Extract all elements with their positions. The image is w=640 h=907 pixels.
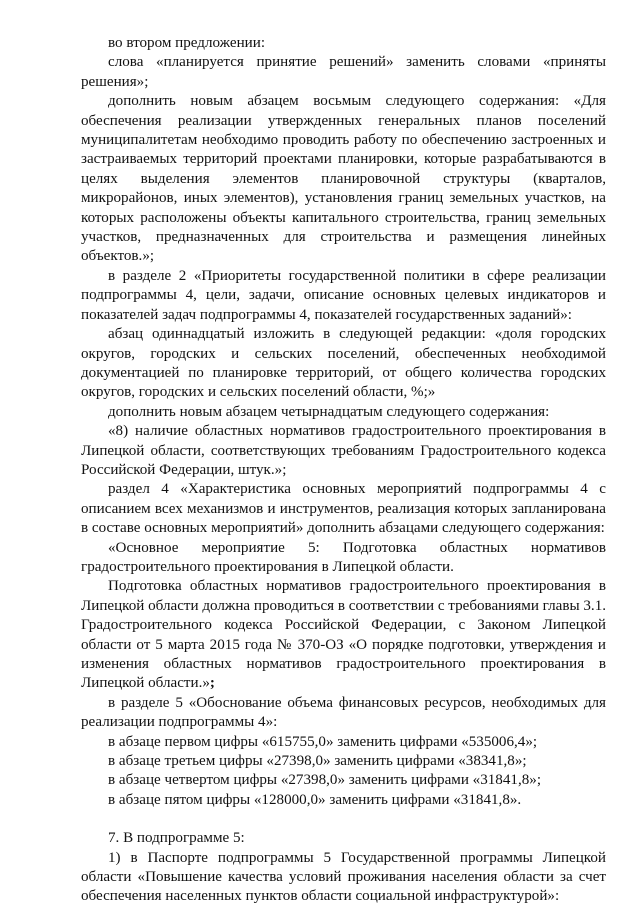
paragraph: в разделе 2 «Приоритеты государственной политики в сфере реализации подпрограммы 4, цели, задачи, описание основных целевых индикаторов и показателей задач подпрограммы 4, показателей государственных заданий»:: [81, 267, 606, 323]
paragraph: дополнить новым абзацем восьмым следующего содержания: «Для обеспечения реализации утвержденных генеральных планов поселений муниципалитетам необходимо проводить работу по обеспечению застроенных и застраиваемых территорий проектами планировки, которые разрабатываются в целях выделения элементов планировочной структуры (кварталов, микрорайонов, иных элементов), установления границ земельных участков, на которых расположены объекты капитального строительства, границ земельных участков, предназначенных для строительства и размещения линейных объектов.»;: [81, 93, 606, 265]
paragraph: дополнить новым абзацем четырнадцатым следующего содержания:: [108, 403, 550, 420]
paragraph: в абзаце третьем цифры «27398,0» заменить цифрами «38341,8»;: [108, 753, 527, 770]
paragraph: в абзаце первом цифры «615755,0» заменить цифрами «535006,4»;: [108, 733, 538, 750]
paragraph-text: Подготовка областных нормативов градостроительного проектирования в Липецкой области должна проводиться в соответствии с требованиями главы 3.1. Градостроительного кодекса Российской Федерации, с Законом Липецкой области от 5 марта 2015 года № 370-ОЗ «О порядке подготовки, утверждения и изменения областных нормативов градостроительного проектирования в Липецкой области.»: [81, 578, 607, 692]
paragraph: 1) в Паспорте подпрограммы 5 Государственной программы Липецкой области «Повышение качества условий проживания населения области за счет обеспечения населенных пунктов области социальной инфраструктурой»:: [81, 849, 606, 905]
bold-semicolon: ;: [209, 675, 215, 692]
paragraph: слова «планируется принятие решений» заменить словами «приняты решения»;: [81, 54, 606, 90]
paragraph: «8) наличие областных нормативов градостроительного проектирования в Липецкой области, соответствующих требованиям Градостроительного кодекса Российской Федерации, штук.»;: [81, 423, 606, 478]
paragraph: во втором предложении:: [108, 35, 266, 51]
paragraph: в абзаце пятом цифры «128000,0» заменить цифрами «31841,8».: [108, 791, 522, 808]
paragraph: «Основное мероприятие 5: Подготовка областных нормативов градостроительного проектирования в Липецкой области.: [81, 539, 606, 575]
paragraph: раздел 4 «Характеристика основных мероприятий подпрограммы 4 с описанием всех механизмов и инструментов, реализация которых запланирована в составе основных мероприятий» дополнить абзацами следующего содержания:: [81, 481, 606, 537]
paragraph: в разделе 5 «Обоснование объема финансовых ресурсов, необходимых для реализации подпрограммы 4»:: [81, 694, 606, 731]
paragraph: в абзаце четвертом цифры «27398,0» заменить цифрами «31841,8»;: [108, 772, 542, 789]
paragraph: абзац одиннадцатый изложить в следующей редакции: «доля городских округов, городских и сельских поселений, обеспеченных необходимой документацией по планировке территорий, от общего количества городских округов, городских и сельских поселений области, %;»: [81, 326, 606, 401]
paragraph-with-bold-tail: [81, 577, 606, 693]
section-heading: 7. В подпрограмме 5:: [108, 830, 245, 847]
